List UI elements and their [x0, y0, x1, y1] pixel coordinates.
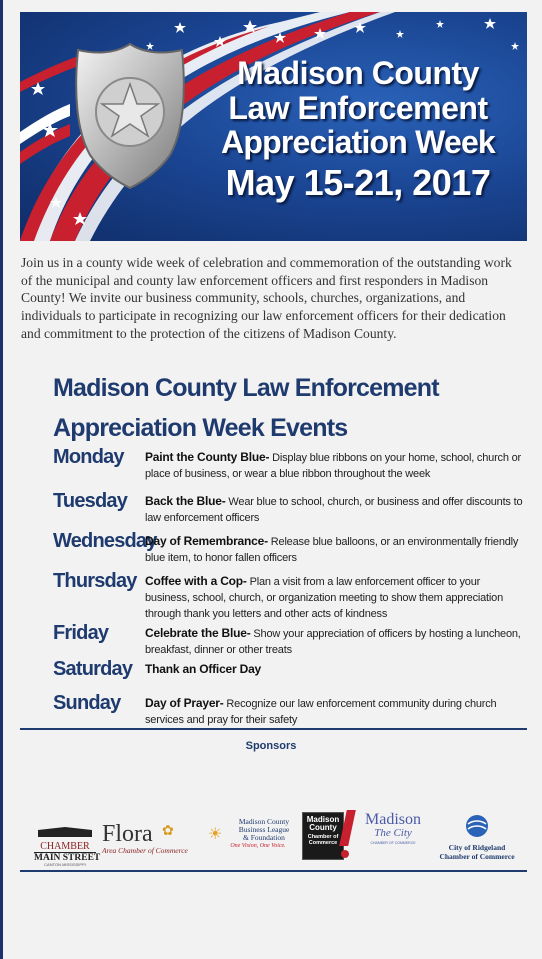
- event-description: [145, 695, 525, 729]
- logo-text: Madison County: [238, 817, 290, 826]
- events-heading-line1: Madison County Law Enforcement: [53, 374, 439, 402]
- logo-text: Flora: [102, 821, 153, 847]
- logo-madison-county-chamber: [302, 810, 354, 860]
- logo-text: Madison: [365, 811, 421, 828]
- banner-title-line1: Madison County: [237, 55, 479, 91]
- logo-text: Commerce: [308, 839, 338, 846]
- logo-text: County: [309, 823, 337, 833]
- event-title: Day of Remembrance-: [145, 534, 268, 548]
- event-text: Release blue balloons, or an environmentally friendly blue item, to honor fallen officers: [145, 536, 519, 564]
- sponsor-logos: [20, 810, 527, 870]
- event-day: Friday: [53, 622, 109, 644]
- logo-madison-the-city: [358, 812, 428, 845]
- event-description: [145, 533, 525, 567]
- logo-business-league: [208, 818, 308, 850]
- page-edge: [0, 0, 3, 959]
- logo-ridgeland: [430, 814, 524, 861]
- event-day: Wednesday: [53, 530, 157, 552]
- event-text: Wear blue to school, church, or business and offer discounts to law enforcement officers: [145, 496, 523, 524]
- building-icon: [34, 827, 96, 837]
- event-text: Display blue ribbons on your home, school, church or place of business, or wear a blue ribbon throughout the week: [145, 452, 521, 480]
- event-title: Day of Prayer-: [145, 696, 224, 710]
- exclamation-dot: [341, 850, 349, 858]
- event-title: Coffee with a Cop-: [145, 574, 247, 588]
- logo-text: Chamber of: [307, 833, 339, 840]
- divider: [20, 728, 527, 730]
- chamber-box: [302, 812, 344, 860]
- sponsors-label: Sponsors: [245, 740, 297, 752]
- event-title: Thank an Officer Day: [145, 662, 262, 676]
- event-text: Show your appreciation of officers by hosting a luncheon, breakfast, dinner or other treats: [145, 628, 521, 656]
- event-day: Thursday: [53, 570, 137, 592]
- event-description: [145, 625, 525, 659]
- divider: [20, 870, 527, 872]
- logo-text: MAIN STREET: [34, 853, 101, 863]
- events-heading: [53, 368, 523, 448]
- logo-text: One Vision, One Voice.: [230, 842, 286, 849]
- wheat-icon: ✿: [162, 822, 174, 838]
- sunburst-icon: ☀: [208, 826, 223, 843]
- events-heading-line2: Appreciation Week Events: [53, 414, 348, 442]
- banner-title-line3: Appreciation Week: [221, 124, 495, 161]
- banner-title-line2: Law Enforcement: [228, 89, 488, 126]
- event-title: Back the Blue-: [145, 494, 226, 508]
- globe-icon: [465, 814, 489, 838]
- event-description: [145, 573, 525, 623]
- logo-text: & Foundation: [243, 832, 285, 842]
- banner-dates: May 15-21, 2017: [225, 161, 491, 203]
- event-description: [145, 449, 525, 483]
- badge-star-icon: [70, 40, 190, 190]
- event-day: Saturday: [53, 658, 133, 680]
- logo-text: CANTON MISSISSIPPI: [44, 862, 86, 868]
- logo-text: Chamber of Commerce: [439, 852, 515, 861]
- logo-text: CHAMBER: [40, 841, 90, 852]
- logo-main-street-chamber: [34, 824, 101, 868]
- event-day: Monday: [53, 446, 124, 468]
- banner: [20, 12, 527, 241]
- logo-text: Area Chamber of Commerce: [102, 846, 188, 855]
- event-description: [145, 661, 525, 679]
- banner-title: [198, 56, 518, 203]
- logo-flora: [102, 822, 204, 855]
- event-title: Paint the County Blue-: [145, 450, 270, 464]
- event-day: Sunday: [53, 692, 121, 714]
- event-description: [145, 493, 525, 527]
- event-text: Recognize our law enforcement community during church services and pray for their safety: [145, 698, 497, 726]
- logo-text: Business League: [238, 824, 290, 834]
- event-text: Plan a visit from a law enforcement officer to your business, school, church, or organization meeting to show them appreciation through thank you letters and other acts of kindness: [145, 576, 503, 620]
- logo-text: Madison: [306, 815, 340, 824]
- event-day: Tuesday: [53, 490, 128, 512]
- logo-text: The City: [374, 827, 412, 839]
- intro-paragraph: Join us in a county wide week of celebration and commemoration of the outstanding work of the municipal and county law enforcement officers and first responders in Madison County! We invite our business community, schools, churches, organizations, and individuals to participate in recognizing our law enforcement officers for their dedication and commitment to the protection of the citizens of Madison County.: [21, 255, 512, 341]
- event-title: Celebrate the Blue-: [145, 626, 251, 640]
- logo-text: CHAMBER OF COMMERCE: [370, 841, 416, 845]
- logo-text: City of Ridgeland: [448, 843, 506, 852]
